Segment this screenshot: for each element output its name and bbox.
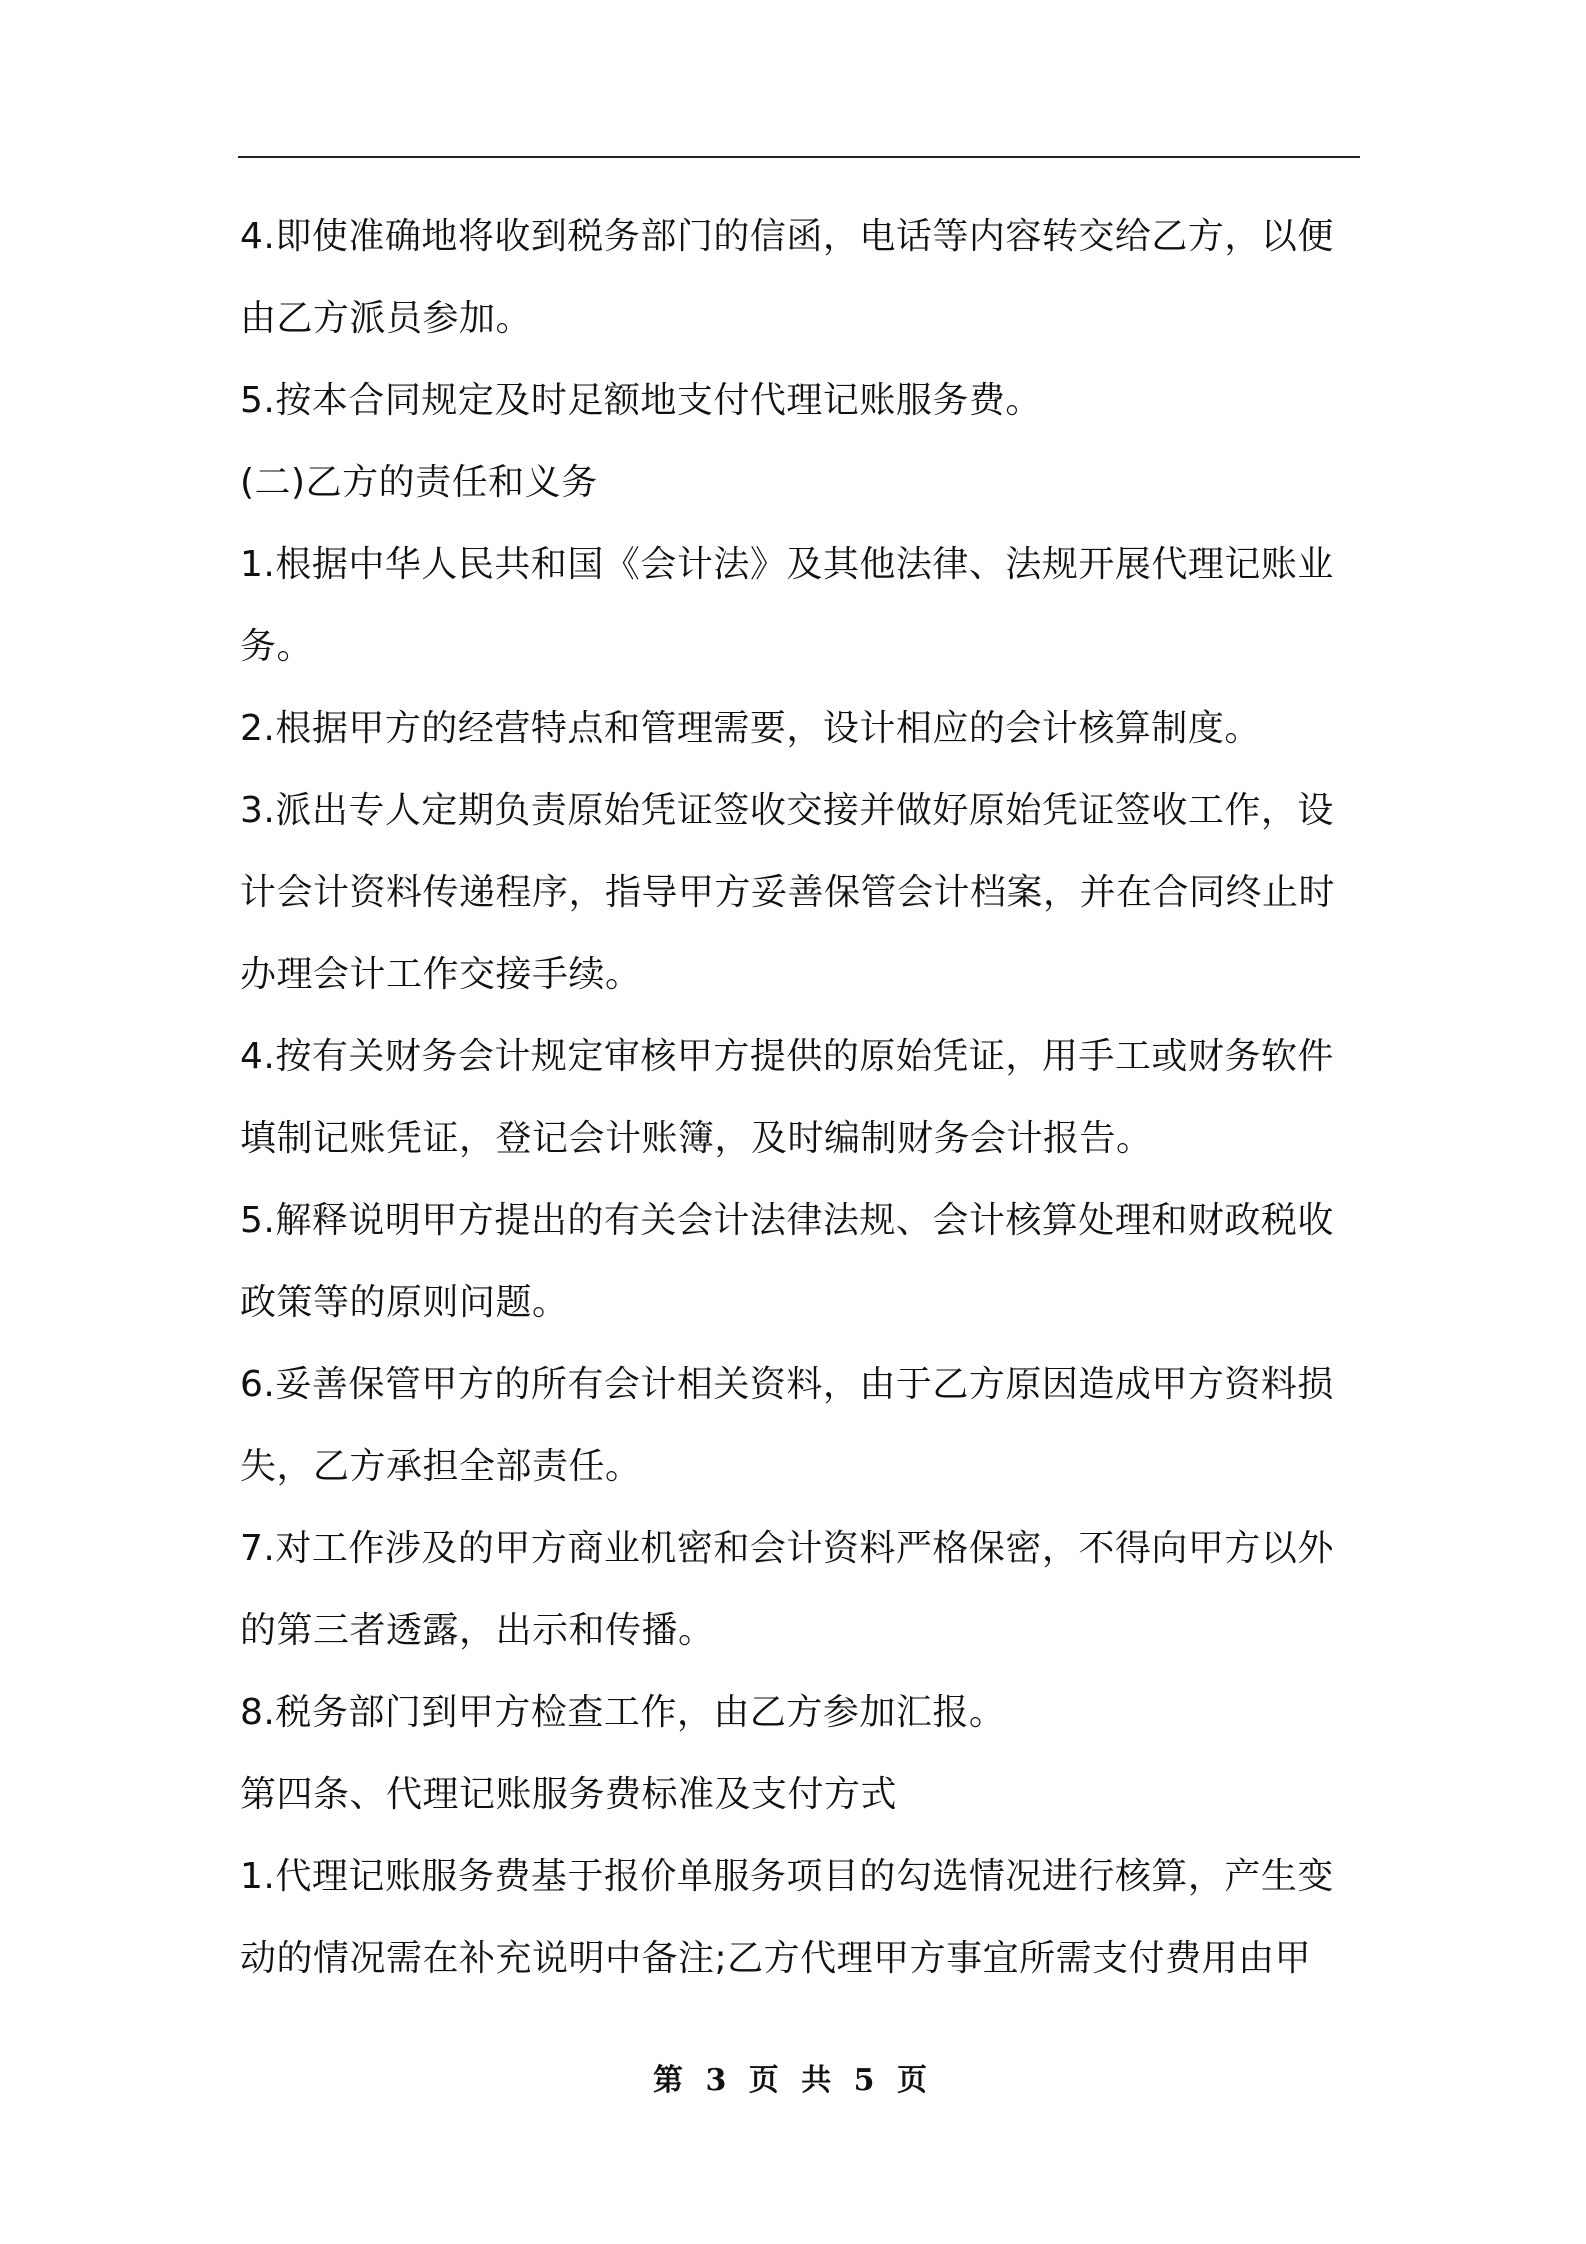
page-number-footer: 第 3 页 共 5 页 <box>653 2063 933 2098</box>
paragraph-2: 5.按本合同规定及时足额地支付代理记账服务费。 <box>240 380 1042 421</box>
section-heading-party-b-duties: (二)乙方的责任和义务 <box>240 462 598 503</box>
header-rule <box>238 156 1360 158</box>
paragraph-10: 7.对工作涉及的甲方商业机密和会计资料严格保密，不得向甲方以外的第三者透露，出示和传播。 <box>240 1528 1334 1651</box>
paragraph-6: 3.派出专人定期负责原始凭证签收交接并做好原始凭证签收工作，设计会计资料传递程序，指导甲方妥善保管会计档案，并在合同终止时办理会计工作交接手续。 <box>240 790 1336 995</box>
paragraph-13: 1.代理记账服务费基于报价单服务项目的勾选情况进行核算，产生变动的情况需在补充说明中备注;乙方代理甲方事宜所需支付费用由甲 <box>240 1856 1334 1979</box>
paragraph-7: 4.按有关财务会计规定审核甲方提供的原始凭证，用手工或财务软件填制记账凭证，登记会计账簿，及时编制财务会计报告。 <box>240 1036 1334 1159</box>
paragraph-1: 4.即使准确地将收到税务部门的信函，电话等内容转交给乙方，以便由乙方派员参加。 <box>240 216 1334 339</box>
paragraph-5: 2.根据甲方的经营特点和管理需要，设计相应的会计核算制度。 <box>240 708 1261 749</box>
paragraph-4: 1.根据中华人民共和国《会计法》及其他法律、法规开展代理记账业务。 <box>240 544 1334 667</box>
paragraph-8: 5.解释说明甲方提出的有关会计法律法规、会计核算处理和财政税收政策等的原则问题。 <box>240 1200 1334 1323</box>
paragraph-9: 6.妥善保管甲方的所有会计相关资料，由于乙方原因造成甲方资料损失，乙方承担全部责任。 <box>240 1364 1334 1487</box>
document-body <box>240 196 1360 2000</box>
paragraph-11: 8.税务部门到甲方检查工作，由乙方参加汇报。 <box>240 1692 1006 1733</box>
article-4-heading: 第四条、代理记账服务费标准及支付方式 <box>240 1774 898 1815</box>
